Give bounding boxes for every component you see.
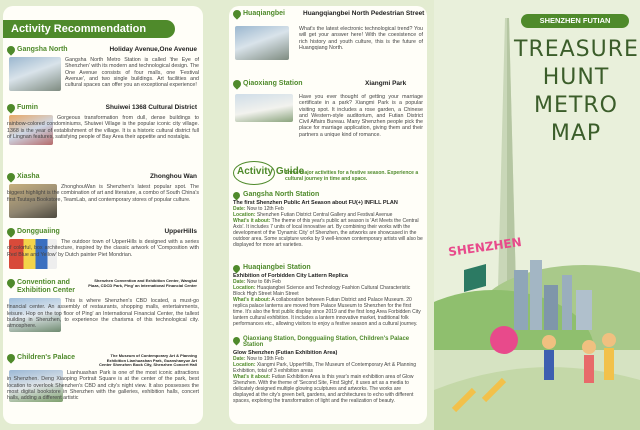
section-text: The outdoor town of UpperHills is designed with a series of colorful, box architecture, inspired by the classic artwork of 'Composition with Red Blue and Yellow' by Dutch painter Piet Mondrian.	[7, 239, 199, 258]
location-pin-icon	[5, 171, 16, 182]
place-name: Shuiwei 1368 Cultural District	[105, 104, 197, 111]
place-name: Holiday Avenue,One Avenue	[109, 46, 197, 53]
cover-title-line: MAP	[550, 121, 602, 146]
section-text: This is where Shenzhen's CBD located, a must-go financial center. An assembly of restaurants, shopping malls, entertainments, leisure. Hop on the top floor of Ping' an International Financial Center, the tallest building in Shenzhen, to experience the charisma of this technological city. atmosphere.	[7, 298, 199, 330]
about-label: What's it about:	[233, 374, 271, 380]
event-location: Shenzhen Futian District Central Gallery and Festival Avenue	[256, 212, 393, 218]
event-about: A collaboration between Futian District and Palace Museum. 20 replica palace lanterns are moved from Palace Museum to Shenzhen for the first time. It's also the first public display since 2019 and the first long Area Forbidden City lantern cultural exhibition. It includes a lantern innovative market, traditional folk performances etc., allowing visitors to enjoy a festive season and a cultural journey.	[233, 297, 421, 327]
xiangmi-park-photo	[235, 94, 293, 122]
section-text: Gangsha North Metro Station is called 'the Eye of Shenzhen' with its modern and technological design. The One Avenue consists of four malls, one 'Festival Avenue', and two single buildings. Art facilities and cultural spaces can offer you an exceptional experience!	[65, 57, 199, 89]
location-pin-icon	[231, 78, 242, 89]
event-about: Futian Exhibition Area is this year's main exhibition area of Glow Shenzhen. With the theme of 'Second Site, First Sight', it uses art as a media to delicately designed multiple glowing sculptures and artworks. The works are displayed at the city's green belt, gardens, and architectures to echo with different spaces, exploring the transformation of light and the realization of beauty.	[233, 374, 414, 404]
section-text: Gorgeous transformation from dull, dense buildings to rainbow-colored condominiums, Shuiwei Village is the popular iconic city village. 1368 is the year of establishment of the village. It is a historic cultural district full of Lingnan features, satisfying people of Bay Area their appetite and nostalgia.	[7, 115, 199, 140]
event-date: Now to 19th Feb	[246, 356, 284, 362]
place-name: UpperHills	[164, 228, 197, 235]
event-date: Now to 12th Feb	[246, 206, 284, 212]
place-name: Shenzhen Convention and Exhibition Center, Wangkai Plaza, CDCD Park, Ping' an International Financial Center	[88, 278, 197, 288]
section-text: What's the latest electronic technological trend? You will get your answer here! With the coexistence of rich history and youth culture, this is the future of Huangqiang North.	[299, 26, 423, 51]
event-location: Xiangmi Park, UpperHills, The Museum of Contemporary Art & Planning Exhibition, total of 3 exhibition areas	[233, 362, 417, 374]
cover-panel	[434, 0, 640, 430]
location-pin-icon	[5, 102, 16, 113]
shenzhen-futian-badge: SHENZHEN FUTIAN	[521, 14, 629, 28]
location-label: Location:	[233, 362, 256, 368]
date-label: Date:	[233, 279, 246, 285]
location-pin-icon	[5, 44, 16, 55]
event-about: The theme of this year's public art season is 'Art Meets the Central Axis'. It includes 7 units of local innovative art. By combining their works with the development of the 'Dynamic City' of Shenzhen, the artworks are showcased in the outdoor area. Some sculpture works by 9 well-known contemporary artists will also be displayed for more art varieties.	[233, 218, 423, 248]
about-label: What's it about:	[233, 218, 271, 224]
event-title: Glow Shenzhen (Futian Exhibition Area)	[233, 350, 338, 356]
activity-guide-title: Activity Guide	[237, 166, 305, 177]
event-title: The first Shenzhen Public Art Season about FU(+) INFILL PLAN	[233, 200, 398, 206]
event-glow-shenzhen	[233, 336, 423, 404]
section-name: Xiasha	[17, 173, 40, 180]
place-name: Xiangmi Park	[365, 80, 407, 87]
event-location: Huaqiangbei Science and Technology Fashion Cultural Characteristic Block High Street Main Street	[233, 285, 411, 297]
activity-guide-panel	[229, 6, 427, 424]
about-label: What's it about:	[233, 297, 271, 303]
location-pin-icon	[5, 352, 16, 363]
section-name: Qiaoxiang Station	[243, 80, 303, 87]
location-pin-icon	[5, 226, 16, 237]
activity-recommendation-panel	[3, 6, 203, 424]
section-text: Lianhuashan Park is one of the most iconic attractions in Shenzhen. Deng Xiaoping Portrait Square is at the center of the park, best location to overlook Shenzhen's CBD and city's night view. It also possesses the most digital bookstore in Shenzhen with the galleries, exhibition halls, concert halls, adding a different artistic	[7, 370, 199, 402]
section-name: Convention and Exhibition Center	[17, 279, 75, 294]
shenzhen-neon-sign: SHENZHEN	[447, 234, 523, 260]
place-name: Zhonghou Wan	[149, 173, 197, 180]
event-title: Exhibition of Forbidden City Lattern Replica	[233, 273, 348, 279]
section-text: ZhonghouWan is Shenzhen's latest popular spot. The biggest highlight is the combination of art and literature, a combo of South China's first Tsutaya Bookstore, TeamLab, and contemporary stores of popular culture.	[7, 184, 199, 203]
event-huaqiangbei	[233, 264, 423, 327]
event-station: Gangsha North Station	[233, 191, 423, 198]
event-station: Huaqiangbei Station	[233, 264, 423, 271]
location-pin-icon	[5, 277, 16, 288]
activity-guide-subtitle: Three major activities for a festive season. Experience a cultural journey in time and space.	[285, 170, 419, 182]
section-text: Have you ever thought of getting your marriage certificate in a park? Xiangmi Park is a popular visiting spot. It includes a rose garden, a Chinese and Western-style auditorium, and Futian District Civil Affairs Bureau. Many Shenzhen people pick the place for marriage application, giving them and their partners a unique kind of romance.	[299, 94, 423, 138]
cover-title	[514, 36, 638, 148]
section-name: Huaqiangbei	[243, 10, 286, 17]
gangsha-north-photo	[9, 57, 61, 91]
location-label: Location:	[233, 285, 256, 291]
activity-recommendation-header: Activity Recommendation	[3, 20, 175, 38]
cover-title-line: HUNT	[542, 65, 610, 90]
huaqiangbei-photo	[235, 26, 289, 60]
location-label: Location:	[233, 212, 256, 218]
event-gangsha-north	[233, 191, 423, 248]
city-hills-illustration	[434, 230, 640, 430]
cover-title-line: TREASURE	[514, 37, 639, 62]
event-date: Now to 6th Feb	[246, 279, 281, 285]
event-station: Qiaoxiang Station, Dongguaiing Station, Children's Palace Station	[233, 336, 423, 348]
section-name: Dongguaiing	[17, 228, 60, 235]
cover-title-line: METRO	[534, 93, 618, 118]
section-name: Children's Palace	[17, 354, 76, 361]
place-name: Huangqiangbei North Pedestrian Street	[303, 10, 425, 17]
section-name: Fumin	[17, 104, 38, 111]
section-name: Gangsha North	[17, 46, 68, 53]
place-name: The Museum of Contemporary Art & Planning Exhibition Lianhuashan Park, Guanshanyue Art Center Shenzhen Book City, Shenzhen Concert Hall	[99, 353, 197, 367]
location-pin-icon	[231, 8, 242, 19]
date-label: Date:	[233, 356, 246, 362]
date-label: Date:	[233, 206, 246, 212]
